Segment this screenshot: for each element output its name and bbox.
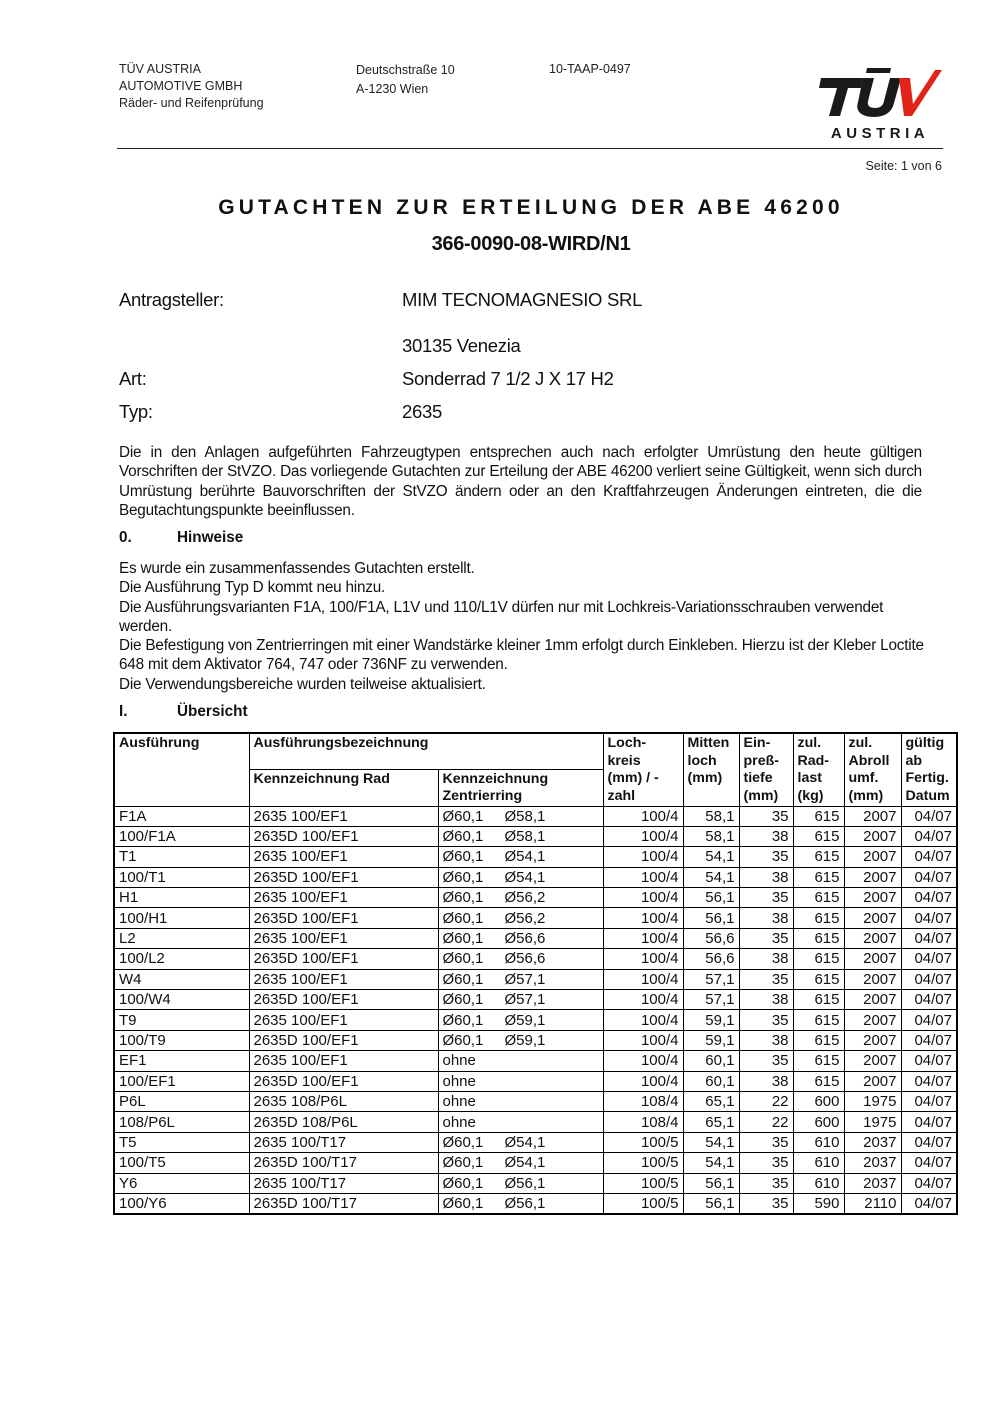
cell-gueltig: 04/07 [901, 1153, 957, 1173]
cell-kz-rad: 2635 100/EF1 [249, 1010, 438, 1030]
cell-mittenloch: 56,1 [683, 1173, 739, 1193]
table-row [114, 1193, 957, 1214]
table-row [114, 1153, 957, 1173]
cell-einpresstiefe: 38 [739, 990, 793, 1010]
cell-ausfuehrung: 100/H1 [114, 908, 249, 928]
cell-gueltig: 04/07 [901, 969, 957, 989]
table-row [114, 990, 957, 1010]
cell-einpresstiefe: 38 [739, 949, 793, 969]
cell-kz-ring [438, 949, 603, 969]
cell-lochkreis: 100/5 [603, 1173, 683, 1193]
note-line: Die Verwendungsbereiche wurden teilweise aktualisiert. [119, 675, 486, 693]
cell-kz-ring [438, 1193, 603, 1214]
cell-abrollumfang: 2007 [844, 969, 901, 989]
cell-kz-ring [438, 1051, 603, 1071]
header-divider [117, 148, 943, 149]
cell-gueltig: 04/07 [901, 1193, 957, 1214]
ring-outer-diameter: Ø60,1 [442, 1174, 484, 1192]
cell-kz-ring [438, 1091, 603, 1111]
org-line: Räder- und Reifenprüfung [119, 96, 264, 110]
cell-einpresstiefe: 35 [739, 1173, 793, 1193]
cell-kz-ring [438, 888, 603, 908]
address-block [356, 61, 455, 99]
cell-ausfuehrung: 100/T9 [114, 1030, 249, 1050]
col-header-bezeichnung: Ausführungsbezeichnung [249, 733, 603, 769]
cell-einpresstiefe: 35 [739, 888, 793, 908]
cell-kz-ring [438, 826, 603, 846]
ring-outer-diameter: Ø60,1 [442, 1195, 484, 1213]
logo-subtitle: AUSTRIA [830, 125, 930, 142]
cell-ausfuehrung: 100/T1 [114, 867, 249, 887]
ring-outer-diameter: Ø60,1 [442, 1154, 484, 1172]
ring-outer-diameter: Ø60,1 [442, 1011, 484, 1029]
section-number: I. [119, 703, 128, 720]
table-row [114, 847, 957, 867]
col-header-gueltig: gültig ab Fertig. Datum [901, 733, 957, 806]
ring-outer-diameter: Ø60,1 [442, 868, 484, 886]
table-row [114, 867, 957, 887]
ring-inner-diameter: Ø54,1 [504, 868, 546, 886]
table-row [114, 928, 957, 948]
cell-kz-rad: 2635 100/EF1 [249, 806, 438, 826]
cell-radlast: 600 [793, 1091, 844, 1111]
col-header-kz-ring: Kennzeichnung Zentrierring [438, 769, 603, 806]
cell-mittenloch: 59,1 [683, 1030, 739, 1050]
ring-outer-diameter: Ø60,1 [442, 848, 484, 866]
cell-radlast: 615 [793, 1010, 844, 1030]
cell-kz-rad: 2635D 108/P6L [249, 1112, 438, 1132]
note-line: Die Ausführungsvarianten F1A, 100/F1A, L1V und 110/L1V dürfen nur mit Lochkreis-Variationsschrauben verwendet werden. [119, 598, 884, 635]
ring-outer-diameter: Ø60,1 [442, 889, 484, 907]
table-row [114, 1030, 957, 1050]
overview-table [113, 732, 958, 1215]
cell-lochkreis: 100/4 [603, 990, 683, 1010]
cell-radlast: 615 [793, 969, 844, 989]
section-0-heading [119, 529, 243, 547]
ring-inner-diameter: Ø58,1 [504, 828, 546, 846]
cell-kz-rad: 2635D 100/EF1 [249, 908, 438, 928]
section-number: 0. [119, 529, 132, 546]
cell-ausfuehrung: 100/T5 [114, 1153, 249, 1173]
table-row [114, 1010, 957, 1030]
cell-gueltig: 04/07 [901, 806, 957, 826]
cell-lochkreis: 100/4 [603, 806, 683, 826]
cell-abrollumfang: 2007 [844, 1030, 901, 1050]
ring-inner-diameter: Ø54,1 [504, 1133, 546, 1151]
table-row [114, 908, 957, 928]
cell-einpresstiefe: 35 [739, 969, 793, 989]
cell-abrollumfang: 2037 [844, 1173, 901, 1193]
table-row [114, 1112, 957, 1132]
cell-abrollumfang: 2007 [844, 806, 901, 826]
section-title: Übersicht [177, 703, 248, 720]
col-header-mittenloch: Mitten loch (mm) [683, 733, 739, 806]
cell-abrollumfang: 2037 [844, 1153, 901, 1173]
cell-einpresstiefe: 22 [739, 1091, 793, 1111]
address-line: Deutschstraße 10 [356, 63, 455, 77]
cell-radlast: 615 [793, 826, 844, 846]
cell-mittenloch: 54,1 [683, 1153, 739, 1173]
cell-einpresstiefe: 35 [739, 1153, 793, 1173]
cell-abrollumfang: 2007 [844, 949, 901, 969]
cell-mittenloch: 56,1 [683, 1193, 739, 1214]
cell-einpresstiefe: 35 [739, 1051, 793, 1071]
ring-outer-diameter: ohne [442, 1072, 476, 1090]
cell-lochkreis: 108/4 [603, 1091, 683, 1111]
col-header-ausfuehrung: Ausführung [114, 733, 249, 806]
cell-lochkreis: 100/5 [603, 1193, 683, 1214]
document-number: 366-0090-08-WIRD/N1 [431, 233, 631, 255]
typ-label: Typ: [119, 401, 153, 422]
cell-ausfuehrung: T5 [114, 1132, 249, 1152]
cell-gueltig: 04/07 [901, 990, 957, 1010]
cell-lochkreis: 100/4 [603, 1071, 683, 1091]
ring-outer-diameter: ohne [442, 1113, 476, 1131]
table-row [114, 806, 957, 826]
cell-gueltig: 04/07 [901, 826, 957, 846]
cell-ausfuehrung: 100/F1A [114, 826, 249, 846]
table-row [114, 1173, 957, 1193]
applicant-label: Antragsteller: [119, 289, 224, 310]
ring-outer-diameter: ohne [442, 1093, 476, 1111]
cell-lochkreis: 100/4 [603, 888, 683, 908]
ring-inner-diameter: Ø56,2 [504, 909, 546, 927]
table-row [114, 1051, 957, 1071]
cell-mittenloch: 54,1 [683, 867, 739, 887]
cell-gueltig: 04/07 [901, 888, 957, 908]
intro-paragraph: Die in den Anlagen aufgeführten Fahrzeugtypen entsprechen auch nach erfolgter Umrüstung den heute gültigen Vorschriften der StVZO. Das vorliegende Gutachten zur Erteilung der ABE 46200 verliert seine Gültigkeit, wenn sich durch Umrüstung berührte Bauvorschriften der StVZO ändern oder an den Kraftfahrzeugen Änderungen eintreten, die die Begutachtungspunkte beeinflussen. [119, 444, 922, 519]
cell-mittenloch: 60,1 [683, 1071, 739, 1091]
ring-inner-diameter: Ø56,1 [504, 1195, 546, 1213]
page-number: Seite: 1 von 6 [865, 159, 942, 173]
cell-lochkreis: 100/5 [603, 1132, 683, 1152]
cell-abrollumfang: 2007 [844, 826, 901, 846]
cell-radlast: 615 [793, 888, 844, 908]
cell-kz-rad: 2635 100/EF1 [249, 1051, 438, 1071]
cell-kz-ring [438, 1173, 603, 1193]
col-header-lochkreis: Loch- kreis (mm) / -zahl [603, 733, 683, 806]
cell-kz-rad: 2635D 100/EF1 [249, 867, 438, 887]
cell-ausfuehrung: 100/W4 [114, 990, 249, 1010]
col-header-einpresstiefe: Ein- preß- tiefe (mm) [739, 733, 793, 806]
cell-kz-rad: 2635D 100/EF1 [249, 1071, 438, 1091]
cell-einpresstiefe: 22 [739, 1112, 793, 1132]
cell-lochkreis: 100/4 [603, 867, 683, 887]
ring-inner-diameter: Ø57,1 [504, 970, 546, 988]
cell-ausfuehrung: 108/P6L [114, 1112, 249, 1132]
cell-radlast: 615 [793, 1051, 844, 1071]
ring-inner-diameter: Ø56,6 [504, 930, 546, 948]
cell-einpresstiefe: 38 [739, 1071, 793, 1091]
ring-inner-diameter: Ø56,2 [504, 889, 546, 907]
col-header-abrollumfang: zul. Abroll umf. (mm) [844, 733, 901, 806]
cell-ausfuehrung: EF1 [114, 1051, 249, 1071]
col-header-kz-rad: Kennzeichnung Rad [249, 769, 438, 806]
cell-gueltig: 04/07 [901, 1132, 957, 1152]
cell-einpresstiefe: 38 [739, 1030, 793, 1050]
ring-inner-diameter: Ø54,1 [504, 848, 546, 866]
cell-gueltig: 04/07 [901, 1051, 957, 1071]
cell-radlast: 590 [793, 1193, 844, 1214]
tuv-austria-logo [815, 66, 945, 142]
ring-outer-diameter: Ø60,1 [442, 970, 484, 988]
cell-radlast: 615 [793, 1030, 844, 1050]
cell-abrollumfang: 2007 [844, 1010, 901, 1030]
cell-mittenloch: 58,1 [683, 806, 739, 826]
cell-mittenloch: 56,1 [683, 888, 739, 908]
cell-mittenloch: 59,1 [683, 1010, 739, 1030]
cell-ausfuehrung: T9 [114, 1010, 249, 1030]
cell-kz-ring [438, 1153, 603, 1173]
cell-kz-ring [438, 1071, 603, 1091]
cell-lochkreis: 100/4 [603, 826, 683, 846]
col-header-radlast: zul. Rad- last (kg) [793, 733, 844, 806]
cell-kz-ring [438, 990, 603, 1010]
cell-radlast: 615 [793, 1071, 844, 1091]
cell-kz-rad: 2635D 100/T17 [249, 1153, 438, 1173]
ring-inner-diameter: Ø59,1 [504, 1031, 546, 1049]
cell-mittenloch: 56,1 [683, 908, 739, 928]
table-row [114, 1071, 957, 1091]
table-row [114, 1132, 957, 1152]
cell-kz-rad: 2635 100/EF1 [249, 928, 438, 948]
address-line: A-1230 Wien [356, 82, 429, 96]
ring-inner-diameter: Ø58,1 [504, 807, 546, 825]
cell-abrollumfang: 2007 [844, 928, 901, 948]
cell-gueltig: 04/07 [901, 1071, 957, 1091]
ring-inner-diameter: Ø56,1 [504, 1174, 546, 1192]
note-line: Es wurde ein zusammenfassendes Gutachten erstellt. [119, 560, 475, 577]
cell-kz-ring [438, 867, 603, 887]
cell-mittenloch: 54,1 [683, 847, 739, 867]
cell-lochkreis: 100/4 [603, 1051, 683, 1071]
cell-radlast: 610 [793, 1153, 844, 1173]
cell-abrollumfang: 2007 [844, 888, 901, 908]
cell-kz-rad: 2635 100/EF1 [249, 969, 438, 989]
cell-mittenloch: 56,6 [683, 928, 739, 948]
cell-gueltig: 04/07 [901, 928, 957, 948]
cell-abrollumfang: 2007 [844, 1071, 901, 1091]
cell-kz-ring [438, 1030, 603, 1050]
cell-kz-rad: 2635 100/T17 [249, 1132, 438, 1152]
cell-abrollumfang: 2007 [844, 867, 901, 887]
cell-mittenloch: 58,1 [683, 826, 739, 846]
cell-ausfuehrung: H1 [114, 888, 249, 908]
cell-kz-rad: 2635D 100/EF1 [249, 1030, 438, 1050]
cell-kz-rad: 2635D 100/EF1 [249, 826, 438, 846]
table-row [114, 949, 957, 969]
cell-kz-ring [438, 928, 603, 948]
cell-gueltig: 04/07 [901, 949, 957, 969]
cell-einpresstiefe: 35 [739, 847, 793, 867]
cell-lochkreis: 100/4 [603, 1010, 683, 1030]
table-row [114, 1091, 957, 1111]
cell-einpresstiefe: 35 [739, 1132, 793, 1152]
cell-kz-ring [438, 1132, 603, 1152]
cell-mittenloch: 60,1 [683, 1051, 739, 1071]
cell-einpresstiefe: 38 [739, 867, 793, 887]
cell-abrollumfang: 2037 [844, 1132, 901, 1152]
cell-abrollumfang: 1975 [844, 1091, 901, 1111]
section-1-heading [119, 703, 248, 721]
cell-lochkreis: 100/5 [603, 1153, 683, 1173]
cell-gueltig: 04/07 [901, 1173, 957, 1193]
cell-mittenloch: 65,1 [683, 1112, 739, 1132]
cell-ausfuehrung: 100/EF1 [114, 1071, 249, 1091]
cell-kz-rad: 2635D 100/EF1 [249, 949, 438, 969]
cell-abrollumfang: 2007 [844, 847, 901, 867]
cell-einpresstiefe: 35 [739, 928, 793, 948]
ring-inner-diameter: Ø57,1 [504, 991, 546, 1009]
cell-einpresstiefe: 38 [739, 826, 793, 846]
cell-lochkreis: 100/4 [603, 949, 683, 969]
cell-mittenloch: 56,6 [683, 949, 739, 969]
ring-inner-diameter: Ø59,1 [504, 1011, 546, 1029]
cell-kz-rad: 2635 100/T17 [249, 1173, 438, 1193]
cell-gueltig: 04/07 [901, 867, 957, 887]
cell-radlast: 615 [793, 867, 844, 887]
cell-gueltig: 04/07 [901, 1010, 957, 1030]
cell-ausfuehrung: W4 [114, 969, 249, 989]
cell-radlast: 615 [793, 806, 844, 826]
art-label: Art: [119, 368, 147, 389]
cell-ausfuehrung: T1 [114, 847, 249, 867]
table-row [114, 888, 957, 908]
cell-kz-rad: 2635D 100/EF1 [249, 990, 438, 1010]
cell-gueltig: 04/07 [901, 847, 957, 867]
cell-kz-rad: 2635 108/P6L [249, 1091, 438, 1111]
ring-outer-diameter: Ø60,1 [442, 1133, 484, 1151]
cell-ausfuehrung: L2 [114, 928, 249, 948]
cell-ausfuehrung: Y6 [114, 1173, 249, 1193]
cell-radlast: 615 [793, 928, 844, 948]
cell-radlast: 615 [793, 847, 844, 867]
note-line: Die Befestigung von Zentrierringen mit einer Wandstärke kleiner 1mm erfolgt durch Einkleben. Hierzu ist der Kleber Loctite 648 mit dem Aktivator 764, 747 oder 736NF zu verwenden. [119, 637, 924, 674]
cell-mittenloch: 65,1 [683, 1091, 739, 1111]
cell-radlast: 610 [793, 1132, 844, 1152]
cell-lochkreis: 108/4 [603, 1112, 683, 1132]
cell-radlast: 600 [793, 1112, 844, 1132]
ring-outer-diameter: ohne [442, 1052, 476, 1070]
cell-kz-rad: 2635D 100/T17 [249, 1193, 438, 1214]
cell-lochkreis: 100/4 [603, 908, 683, 928]
cell-kz-ring [438, 908, 603, 928]
document-title: GUTACHTEN ZUR ERTEILUNG DER ABE 46200 [218, 196, 844, 219]
ring-outer-diameter: Ø60,1 [442, 930, 484, 948]
ring-inner-diameter: Ø56,6 [504, 950, 546, 968]
cell-lochkreis: 100/4 [603, 1030, 683, 1050]
cell-gueltig: 04/07 [901, 1030, 957, 1050]
ring-outer-diameter: Ø60,1 [442, 1031, 484, 1049]
art-value: Sonderrad 7 1/2 J X 17 H2 [402, 368, 614, 389]
cell-mittenloch: 57,1 [683, 990, 739, 1010]
cell-kz-ring [438, 1010, 603, 1030]
cell-abrollumfang: 2007 [844, 1051, 901, 1071]
tuv-logo-icon [815, 66, 945, 142]
cell-lochkreis: 100/4 [603, 928, 683, 948]
ring-outer-diameter: Ø60,1 [442, 828, 484, 846]
table-row [114, 969, 957, 989]
org-line: AUTOMOTIVE GMBH [119, 79, 243, 93]
section-title: Hinweise [177, 529, 244, 546]
org-line: TÜV AUSTRIA [119, 62, 201, 76]
cell-abrollumfang: 1975 [844, 1112, 901, 1132]
cell-abrollumfang: 2110 [844, 1193, 901, 1214]
ring-inner-diameter: Ø54,1 [504, 1154, 546, 1172]
cell-kz-ring [438, 847, 603, 867]
cell-lochkreis: 100/4 [603, 969, 683, 989]
cell-einpresstiefe: 38 [739, 908, 793, 928]
cell-kz-rad: 2635 100/EF1 [249, 847, 438, 867]
cell-radlast: 615 [793, 990, 844, 1010]
table-row [114, 826, 957, 846]
cell-ausfuehrung: 100/L2 [114, 949, 249, 969]
cell-kz-ring [438, 806, 603, 826]
cell-lochkreis: 100/4 [603, 847, 683, 867]
ring-outer-diameter: Ø60,1 [442, 807, 484, 825]
cell-radlast: 610 [793, 1173, 844, 1193]
org-block [119, 61, 264, 112]
cell-kz-ring [438, 969, 603, 989]
cell-kz-ring [438, 1112, 603, 1132]
reference-number: 10-TAAP-0497 [549, 62, 631, 76]
note-line: Die Ausführung Typ D kommt neu hinzu. [119, 579, 386, 597]
cell-gueltig: 04/07 [901, 1091, 957, 1111]
applicant-value: MIM TECNOMAGNESIO SRL [402, 289, 643, 310]
cell-gueltig: 04/07 [901, 908, 957, 928]
cell-ausfuehrung: 100/Y6 [114, 1193, 249, 1214]
cell-einpresstiefe: 35 [739, 1193, 793, 1214]
cell-ausfuehrung: P6L [114, 1091, 249, 1111]
cell-kz-rad: 2635 100/EF1 [249, 888, 438, 908]
cell-ausfuehrung: F1A [114, 806, 249, 826]
cell-einpresstiefe: 35 [739, 806, 793, 826]
notes-list [119, 559, 929, 694]
ring-outer-diameter: Ø60,1 [442, 950, 484, 968]
cell-mittenloch: 54,1 [683, 1132, 739, 1152]
cell-mittenloch: 57,1 [683, 969, 739, 989]
cell-abrollumfang: 2007 [844, 990, 901, 1010]
cell-abrollumfang: 2007 [844, 908, 901, 928]
cell-gueltig: 04/07 [901, 1112, 957, 1132]
ring-outer-diameter: Ø60,1 [442, 909, 484, 927]
cell-radlast: 615 [793, 949, 844, 969]
cell-einpresstiefe: 35 [739, 1010, 793, 1030]
ring-outer-diameter: Ø60,1 [442, 991, 484, 1009]
typ-value: 2635 [402, 401, 442, 422]
applicant-city: 30135 Venezia [402, 335, 521, 356]
cell-radlast: 615 [793, 908, 844, 928]
